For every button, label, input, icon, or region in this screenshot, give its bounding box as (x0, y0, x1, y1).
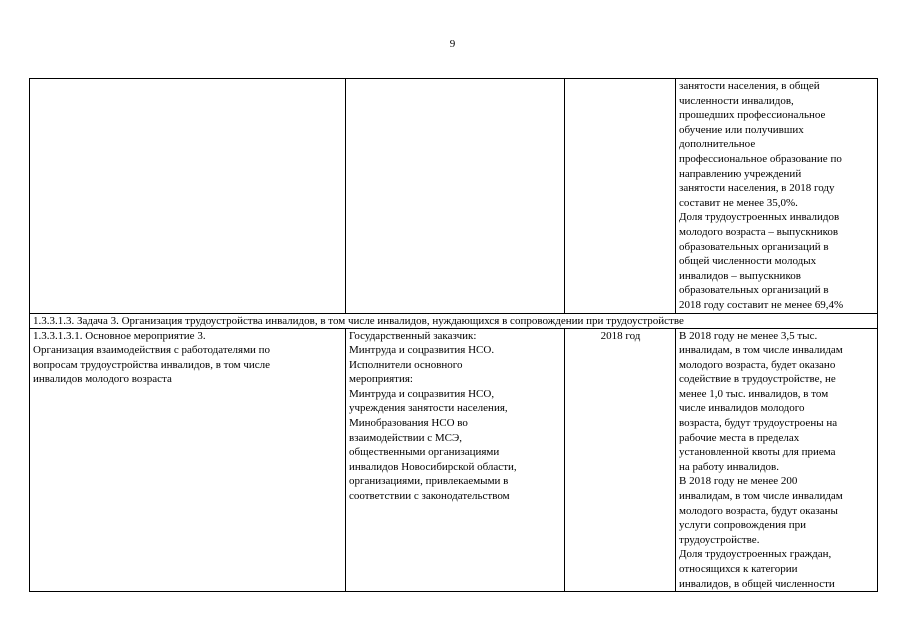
table-cell-activity (30, 79, 346, 314)
table-cell-period: 2018 год (565, 328, 676, 592)
table-cell-responsible: Государственный заказчик: Минтруда и соцразвития НСО. Исполнители основного мероприятия: Минтруда и соцразвития НСО, учреждения занятости населения, Минобразования НСО во взаимодействии с МСЭ, общественными организациями инвалидов Новосибирской области, организациями, привлекаемыми в соответствии с законодательством (346, 328, 565, 592)
table-cell-responsible (346, 79, 565, 314)
table-cell-period (565, 79, 676, 314)
table-row (30, 328, 878, 592)
task-heading-cell: 1.3.3.1.3. Задача 3. Организация трудоустройства инвалидов, в том числе инвалидов, нуждающихся в сопровождении при трудоустройстве (30, 313, 878, 328)
table-cell-expected-result: занятости населения, в общей численности инвалидов, прошедших профессиональное обучение или получивших дополнительное профессиональное образование по направлению учреждений занятости населения, в 2018 году составит не менее 35,0%. Доля трудоустроенных инвалидов молодого возраста – выпускников образовательных организаций в общей численности молодых инвалидов – выпускников образовательных организаций в 2018 году составит не менее 69,4% (676, 79, 878, 314)
table-cell-expected-result: В 2018 году не менее 3,5 тыс. инвалидам, в том числе инвалидам молодого возраста, будет оказано содействие в трудоустройстве, не менее 1,0 тыс. инвалидов, в том числе инвалидов молодого возраста, будут трудоустроены на рабочие места в пределах установленной квоты для приема на работу инвалидов. В 2018 году не менее 200 инвалидам, в том числе инвалидам молодого возраста, будут оказаны услуги сопровождения при трудоустройстве. Доля трудоустроенных граждан, относящихся к категории инвалидов, в общей численности (676, 328, 878, 592)
table-row-task-heading (30, 313, 878, 328)
table-row (30, 79, 878, 314)
table-cell-activity: 1.3.3.1.3.1. Основное мероприятие 3. Организация взаимодействия с работодателями по вопросам трудоустройства инвалидов, в том числе инвалидов молодого возраста (30, 328, 346, 592)
program-table (29, 78, 878, 592)
page-number: 9 (449, 38, 456, 50)
